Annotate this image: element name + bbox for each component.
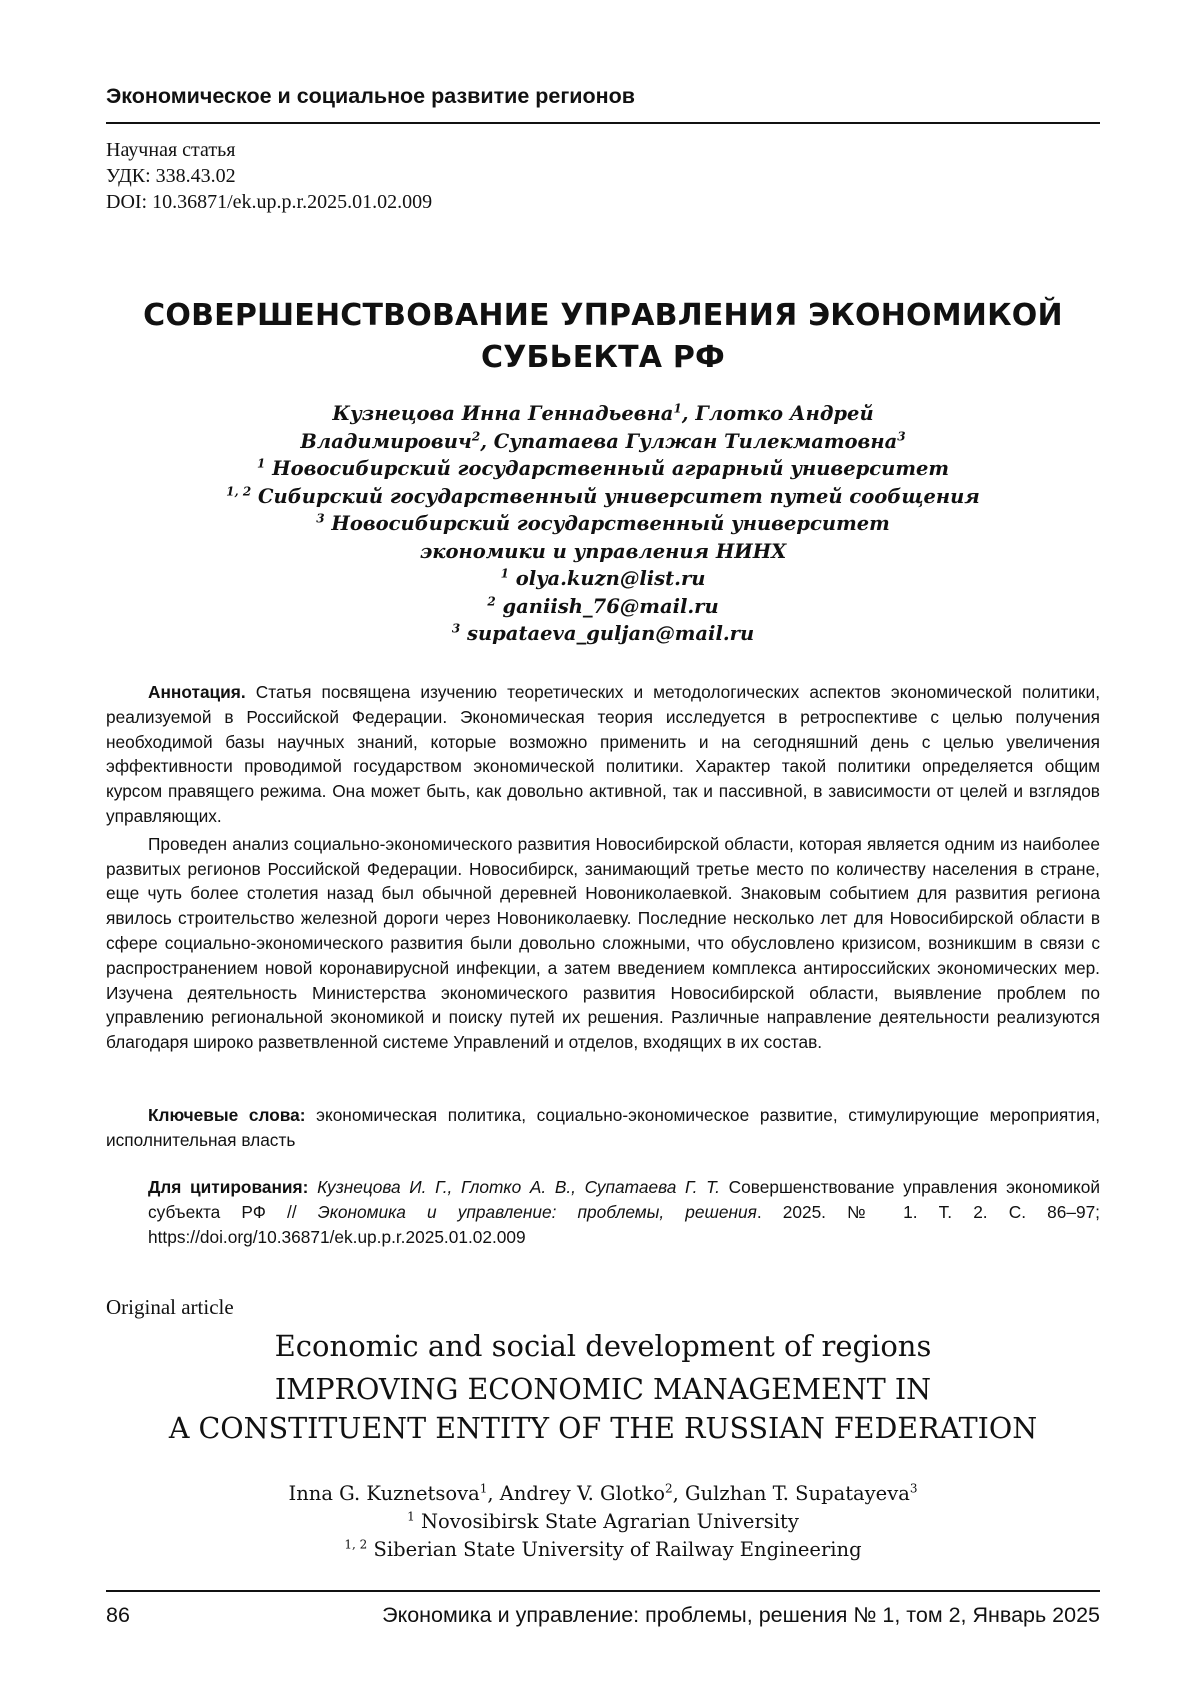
title-line-1: СОВЕРШЕНСТВОВАНИЕ УПРАВЛЕНИЯ ЭКОНОМИКОЙ (106, 295, 1100, 337)
email-1[interactable]: 1 olya.kuzn@list.ru (106, 565, 1100, 593)
section-header: Экономическое и социальное развитие регионов (106, 84, 1100, 109)
title-en-line-2: A CONSTITUENT ENTITY OF THE RUSSIAN FEDERATION (106, 1409, 1100, 1448)
abstract (106, 680, 1100, 1055)
title-en-line-1: IMPROVING ECONOMIC MANAGEMENT IN (106, 1370, 1100, 1409)
author-3-sup: 3 (897, 429, 905, 443)
citation (106, 1175, 1100, 1249)
authors-en (106, 1480, 1100, 1564)
keywords-text: экономическая политика, социально-экономическое развитие, стимулирующие мероприятия, исполнительная власть (106, 1105, 1100, 1150)
journal-page (0, 0, 1200, 1698)
citation-journal: Экономика и управление: проблемы, решения (318, 1202, 757, 1222)
abstract-text-1: Статья посвящена изучению теоретических и методологических аспектов экономической политики, реализуемой в Российской Федерации. Экономическая теория исследуется в ретроспективе с целью получения необходимой базы научных знаний, которые возможно применить и на сегодняшний день с целью увеличения эффективности проводимой государством экономической политики. Характер такой политики определяется общим курсом правящего режима. Она может быть, как довольно активной, так и пассивной, в зависимости от целей и взглядов управляющих. (106, 682, 1100, 826)
title-line-2: СУБЬЕКТА РФ (106, 337, 1100, 379)
page-number: 86 (106, 1603, 130, 1628)
doi: DOI: 10.36871/ek.up.p.r.2025.01.02.009 (106, 189, 432, 215)
author-1-name: Кузнецова Инна Геннадьевна (332, 402, 673, 425)
original-article-label: Original article (106, 1295, 234, 1320)
authors-en-line: Inna G. Kuznetsova1, Andrey V. Glotko2, Gulzhan T. Supatayeva3 (106, 1480, 1100, 1508)
article-title-ru (106, 295, 1100, 379)
affiliation-3: 3 Новосибирский государственный университет (106, 510, 1100, 538)
keywords (106, 1103, 1100, 1153)
affiliation-en-2: 1, 2 Siberian State University of Railway Engineering (106, 1536, 1100, 1564)
authors-line-2 (106, 428, 1100, 456)
footer-rule (106, 1590, 1100, 1592)
author-3-name: Супатаева Гулжан Тилекматовна (494, 430, 897, 453)
article-type: Научная статья (106, 137, 432, 163)
citation-title: Совершенствование управления экономикой субъекта РФ // (148, 1177, 1100, 1222)
affiliation-1: 1 Новосибирский государственный аграрный университет (106, 455, 1100, 483)
affiliation-3-cont: экономики и управления НИНХ (106, 538, 1100, 566)
author-2-rest: Владимирович (300, 430, 471, 453)
author-2-first: Глотко Андрей (695, 402, 873, 425)
article-title-en (106, 1370, 1100, 1448)
keywords-label: Ключевые слова: (148, 1105, 306, 1125)
article-meta (106, 137, 432, 215)
authors-line-1 (106, 400, 1100, 428)
author-separator: , (480, 430, 494, 453)
abstract-label: Аннотация. (148, 682, 246, 702)
affiliation-2: 1, 2 Сибирский государственный университет путей сообщения (106, 483, 1100, 511)
citation-authors: Кузнецова И. Г., Глотко А. В., Супатаева Г. Т. (317, 1177, 720, 1197)
abstract-paragraph-1 (106, 680, 1100, 829)
email-2[interactable]: 2 ganiish_76@mail.ru (106, 593, 1100, 621)
author-separator: , (682, 402, 696, 425)
authors-ru (106, 400, 1100, 648)
author-1-sup: 1 (673, 402, 681, 416)
section-header-en: Economic and social development of regions (106, 1326, 1100, 1366)
journal-issue: Экономика и управление: проблемы, решения № 1, том 2, Январь 2025 (382, 1603, 1100, 1628)
header-rule (106, 122, 1100, 124)
citation-label: Для цитирования: (148, 1177, 308, 1197)
author-2-sup: 2 (472, 429, 480, 443)
affiliation-en-1: 1 Novosibirsk State Agrarian University (106, 1508, 1100, 1536)
udc-code: УДК: 338.43.02 (106, 163, 432, 189)
abstract-paragraph-2: Проведен анализ социально-экономического развития Новосибирской области, которая является одним из наиболее развитых регионов Российской Федерации. Новосибирск, занимающий третье место по количеству населения в стране, еще чуть более столетия назад был обычной деревней Новониколаевкой. Знаковым событием для развития региона явилось строительство железной дороги через Новониколаевку. Последние несколько лет для Новосибирской области в сфере социально-экономического развития были довольно сложными, что обусловлено кризисом, возникшим в связи с распространением новой коронавирусной инфекции, а затем введением комплекса антироссийских экономических мер. Изучена деятельность Министерства экономического развития Новосибирской области, выявление проблем по управлению региональной экономикой и поиску путей их решения. Различные направление деятельности реализуются благодаря широко разветвленной системе Управлений и отделов, входящих в их состав. (106, 832, 1100, 1055)
citation-details[interactable]: . 2025. № 1. Т. 2. С. 86–97; https://doi.org/10.36871/ek.up.p.r.2025.01.02.009 (148, 1202, 1100, 1247)
email-3[interactable]: 3 supataeva_guljan@mail.ru (106, 620, 1100, 648)
